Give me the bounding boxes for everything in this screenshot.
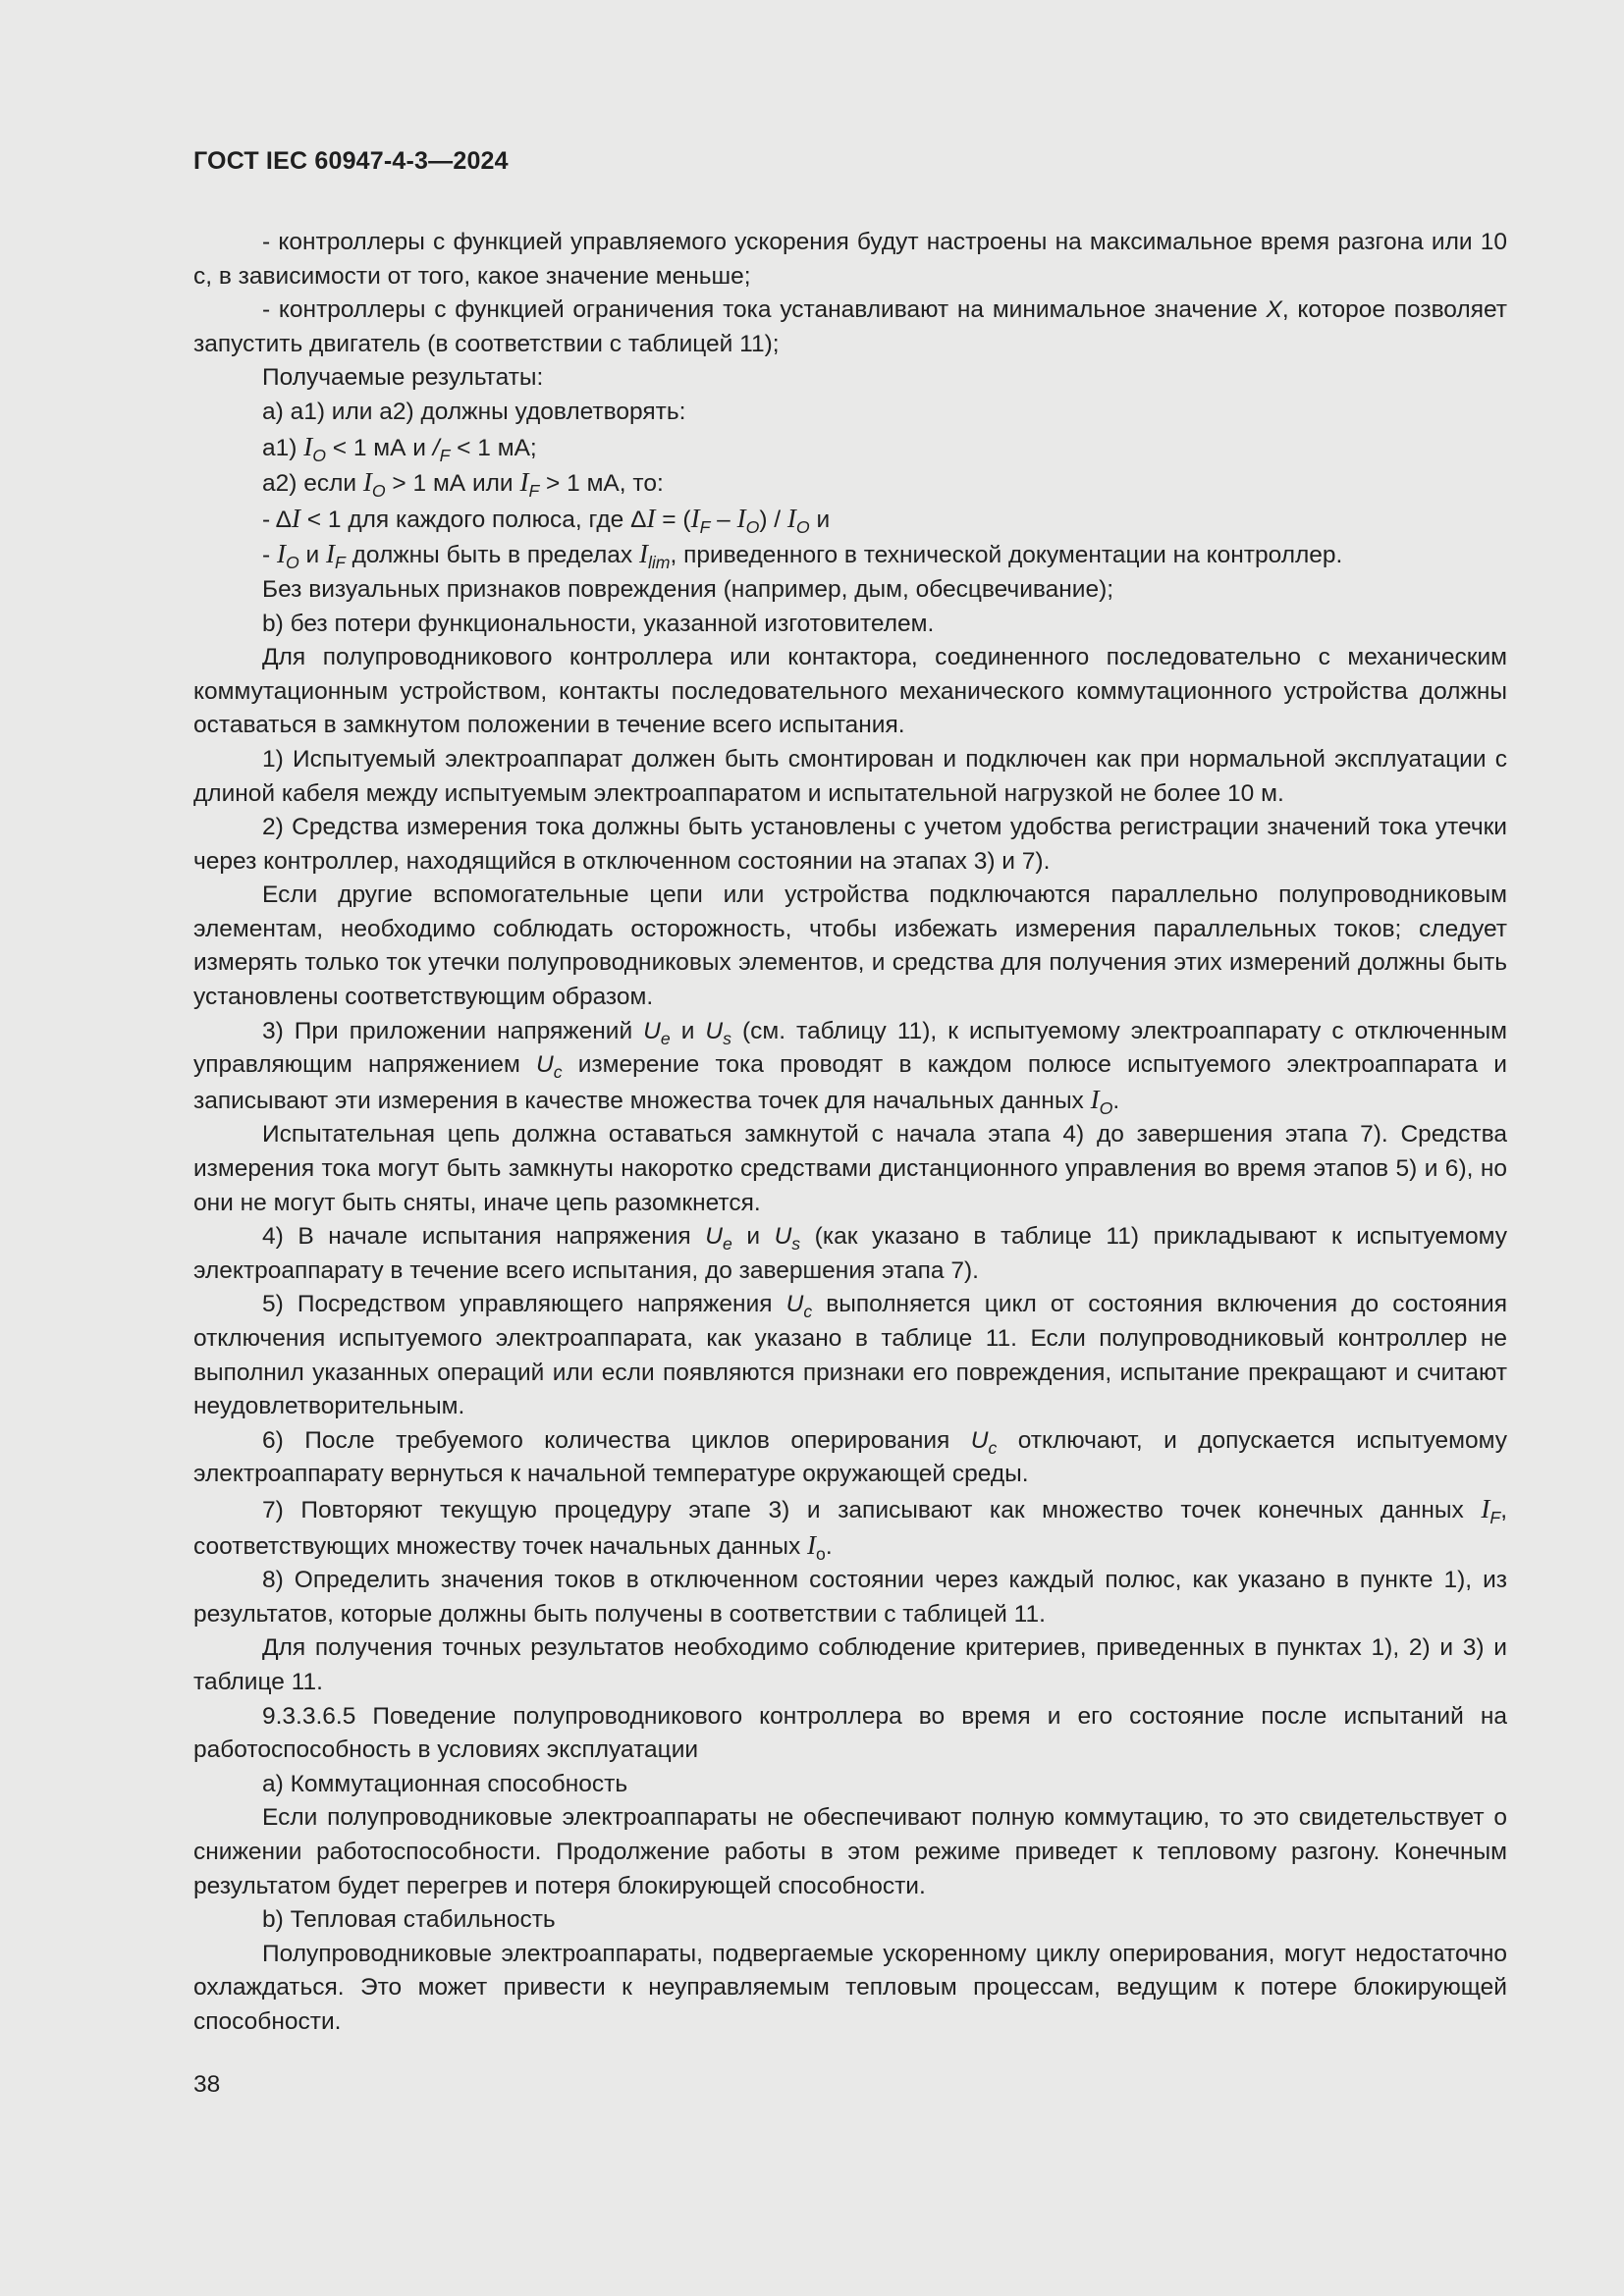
paragraph: - контроллеры с функцией управляемого ускорения будут настроены на максимальное время разгона или 10 с, в зависимости от того, какое значение меньше; — [193, 229, 1507, 290]
section-heading: 9.3.3.6.5 Поведение полупроводникового контроллера во время и его состояние после испытаний на работоспособность в условиях эксплуатации — [193, 1702, 1507, 1764]
paragraph: a1) $I_O < 1$ мА и $/_F < 1$ мА; — [262, 431, 537, 465]
paragraph: 8) Определить значения токов в отключенном состоянии через каждый полюс, как указано в пункте 1), из результатов, которые должны быть получены в соответствии с таблицей 11. — [193, 1567, 1507, 1628]
paragraph: - $I_O$ и $I_F$ должны быть в пределах $I_{lim}$, приведенного в технической документации на контроллер. — [262, 539, 1343, 573]
document-header: ГОСТ IEC 60947-4-3—2024 — [193, 147, 509, 175]
paragraph: b) без потери функциональности, указанной изготовителем. — [262, 610, 935, 637]
paragraph: 3) При приложении напряжений $U_e$ и $U_s$ (см. таблицу 11), к испытуемому электроаппарату с отключенным управляющим напряжением $U_c$ измерение тока проводят в каждом полюсе испытуемого электроаппарата и записывают эти измерения в качестве множества точек для начальных данных $I_O$. — [193, 1017, 1507, 1119]
paragraph: 7) Повторяют текущую процедуру этапе 3) и записывают как множество точек конечных данных $I_F$, соответствующих множеству точек начальных данных $I_o$. — [193, 1493, 1507, 1564]
paragraph: - контроллеры с функцией ограничения тока устанавливают на минимальное значение X, которое позволяет запустить двигатель (в соответствии с таблицей 11); — [193, 296, 1507, 357]
paragraph: Получаемые результаты: — [262, 364, 544, 392]
page-number: 38 — [193, 2071, 221, 2098]
paragraph: Для получения точных результатов необходимо соблюдение критериев, приведенных в пунктах 1), 2) и 3) и таблице 11. — [193, 1634, 1507, 1695]
paragraph: 4) В начале испытания напряжения $U_e$ и $U_s$ (как указано в таблице 11) прикладывают к испытуемому электроаппарату в течение всего испытания, до завершения этапа 7). — [193, 1223, 1507, 1284]
paragraph: Для полупроводникового контроллера или контактора, соединенного последовательно с механическим коммутационным устройством, контакты последовательного механического коммутационного устройства должны оставаться в замкнутом положении в течение всего испытания. — [193, 644, 1507, 739]
paragraph: 1) Испытуемый электроаппарат должен быть смонтирован и подключен как при нормальной эксплуатации с длиной кабеля между испытуемым электроаппаратом и испытательной нагрузкой не более 10 м. — [193, 745, 1507, 807]
paragraph: Без визуальных признаков повреждения (например, дым, обесцвечивание); — [262, 575, 1114, 603]
paragraph: a) Коммутационная способность — [262, 1770, 628, 1797]
paragraph: 2) Средства измерения тока должны быть установлены с учетом удобства регистрации значений тока утечки через контроллер, находящийся в отключенном состоянии на этапах 3) и 7). — [193, 814, 1507, 875]
paragraph: b) Тепловая стабильность — [262, 1906, 556, 1934]
paragraph: Испытательная цепь должна оставаться замкнутой с начала этапа 4) до завершения этапа 7). Средства измерения тока могут быть замкнуты накоротко средствами дистанционного управления во время этапов 5) и 6), но они не могут быть сняты, иначе цепь разомкнется. — [193, 1121, 1507, 1216]
paragraph: - ΔI < 1 для каждого полюса, где $\Delta I = (I_F - I_O) / I_O$ и — [262, 503, 831, 537]
document-body — [193, 226, 1507, 2039]
paragraph: a) a1) или a2) должны удовлетворять: — [262, 398, 686, 425]
paragraph: Если полупроводниковые электроаппараты не обеспечивают полную коммутацию, то это свидетельствует о снижении работоспособности. Продолжение работы в этом режиме приведет к тепловому разгону. Конечным результатом будет перегрев и потеря блокирующей способности. — [193, 1804, 1507, 1899]
paragraph: 5) Посредством управляющего напряжения $U_c$ выполняется цикл от состояния включения до состояния отключения испытуемого электроаппарата, как указано в таблице 11. Если полупроводниковый контроллер не выполнил указанных операций или если появляются признаки его повреждения, испытание прекращают и считают неудовлетворительным. — [193, 1291, 1507, 1420]
paragraph: Полупроводниковые электроаппараты, подвергаемые ускоренному циклу оперирования, могут недостаточно охлаждаться. Это может привести к неуправляемым тепловым процессам, ведущим к потере блокирующей способности. — [193, 1940, 1507, 2035]
paragraph: Если другие вспомогательные цепи или устройства подключаются параллельно полупроводниковым элементам, необходимо соблюдать осторожность, чтобы избежать измерения параллельных токов; следует измерять только ток утечки полупроводниковых элементов, и средства для получения этих измерений должны быть установлены соответствующим образом. — [193, 881, 1507, 1011]
paragraph: 6) После требуемого количества циклов оперирования $U_c$ отключают, и допускается испытуемому электроаппарату вернуться к начальной температуре окружающей среды. — [193, 1426, 1507, 1488]
paragraph: a2) если $I_O > 1$ мА или $I_F > 1$ мА, то: — [262, 467, 664, 502]
